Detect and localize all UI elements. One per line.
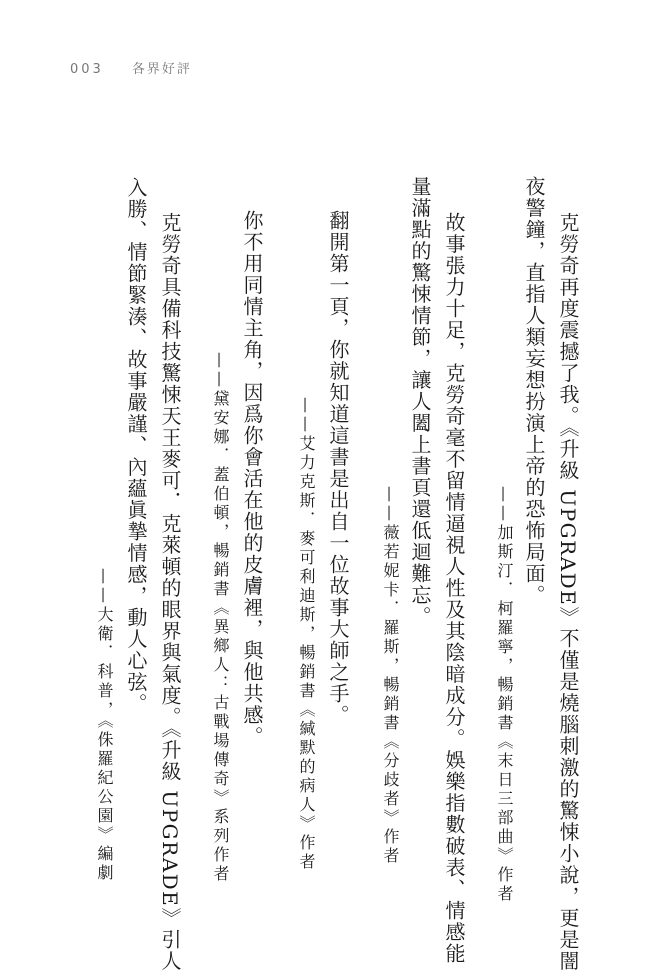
review-4-attribution: ——黛安娜．蓋伯頓，暢銷書《異鄉人：古戰場傳奇》系列作者 (211, 352, 230, 884)
review-2-line-2: 量滿點的驚悚情節，讓人闔上書頁還低迴難忘。 (408, 176, 432, 628)
review-5-attribution: ——大衛．科普，《侏羅紀公園》編劇 (95, 568, 114, 883)
review-2-line-1: 故事張力十足，克勞奇毫不留情逼視人性及其陰暗成分。娛樂指數破表、情感能 (442, 212, 466, 965)
review-1-line-1: 克勞奇再度震撼了我。《升級 UPGRADE》不僅是燒腦刺激的驚悚小說，更是闇 (556, 212, 580, 972)
review-2-attribution: ——薇若妮卡．羅斯，暢銷書《分歧者》作者 (381, 486, 400, 866)
review-5-line-1: 克勞奇具備科技驚悚天王麥可．克萊頓的眼界與氣度。《升級 UPGRADE》引人 (158, 212, 182, 972)
review-3-attribution: ——艾力克斯．麥可利迪斯，暢銷書《緘默的病人》作者 (297, 397, 316, 872)
review-5-line-2: 入勝、情節緊湊、故事嚴謹、內蘊眞摯情感，動人心弦。 (124, 177, 148, 715)
section-title: 各界好評 (131, 62, 192, 77)
review-1-attribution: ——加斯汀．柯羅寧，暢銷書《末日三部曲》作者 (495, 486, 514, 904)
review-4-line-1: 你不用同情主角，因爲你會活在他的皮膚裡，與他共感。 (240, 210, 264, 748)
page-header (70, 58, 192, 77)
page-number: 003 (70, 62, 104, 77)
review-1-line-2: 夜警鐘，直指人類妄想扮演上帝的恐怖局面。 (522, 176, 546, 606)
review-3-line-1: 翻開第一頁，你就知道這書是出自一位故事大師之手。 (326, 210, 350, 726)
